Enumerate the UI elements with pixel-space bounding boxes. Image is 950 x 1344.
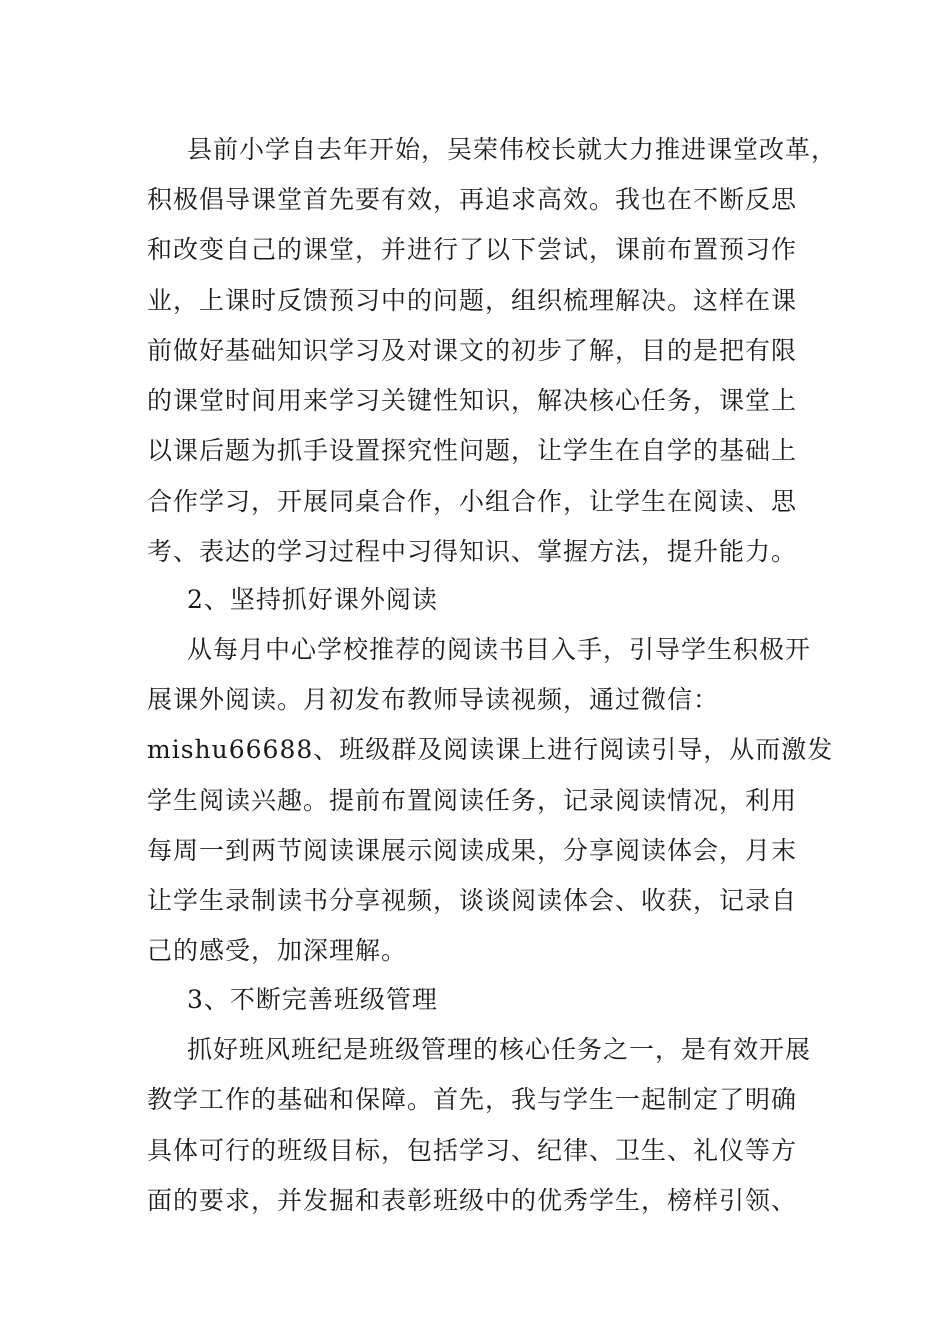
paragraph-line: 让学生录制读书分享视频，谈谈阅读体会、收获，记录自 <box>147 886 798 915</box>
paragraph-line: 教学工作的基础和保障。首先，我与学生一起制定了明确 <box>147 1085 798 1114</box>
paragraph-line: 面的要求，并发掘和表彰班级中的优秀学生，榜样引领、 <box>147 1186 798 1215</box>
paragraph-line: 具体可行的班级目标，包括学习、纪律、卫生、礼仪等方 <box>147 1136 798 1165</box>
paragraph-line: 积极倡导课堂首先要有效，再追求高效。我也在不断反思 <box>147 185 798 214</box>
paragraph-line: 从每月中心学校推荐的阅读书目入手，引导学生积极开 <box>187 635 812 664</box>
paragraph-line: 前做好基础知识学习及对课文的初步了解，目的是把有限 <box>147 336 798 365</box>
paragraph-line: 合作学习，开展同桌合作，小组合作，让学生在阅读、思 <box>147 487 798 516</box>
paragraph-line: 每周一到两节阅读课展示阅读成果，分享阅读体会，月末 <box>147 836 798 865</box>
paragraph-line: 展课外阅读。月初发布教师导读视频，通过微信： <box>147 685 720 714</box>
paragraph-line: 己的感受，加深理解。 <box>147 936 408 965</box>
paragraph-line: 县前小学自去年开始，吴荣伟校长就大力推进课堂改革， <box>187 135 838 164</box>
paragraph-line: 抓好班风班纪是班级管理的核心任务之一，是有效开展 <box>187 1035 812 1064</box>
paragraph-line: 学生阅读兴趣。提前布置阅读任务，记录阅读情况，利用 <box>147 786 798 815</box>
section-heading: 3、不断完善班级管理 <box>187 985 438 1014</box>
paragraph-line: mishu66688、班级群及阅读课上进行阅读引导，从而激发 <box>147 735 834 764</box>
paragraph-line: 和改变自己的课堂，并进行了以下尝试，课前布置预习作 <box>147 235 798 264</box>
paragraph-line: 考、表达的学习过程中习得知识、掌握方法，提升能力。 <box>147 537 798 566</box>
paragraph-line: 以课后题为抓手设置探究性问题，让学生在自学的基础上 <box>147 436 798 465</box>
paragraph-line: 的课堂时间用来学习关键性知识，解决核心任务，课堂上 <box>147 386 798 415</box>
section-heading: 2、坚持抓好课外阅读 <box>187 585 438 614</box>
paragraph-line: 业，上课时反馈预习中的问题，组织梳理解决。这样在课 <box>147 286 798 315</box>
